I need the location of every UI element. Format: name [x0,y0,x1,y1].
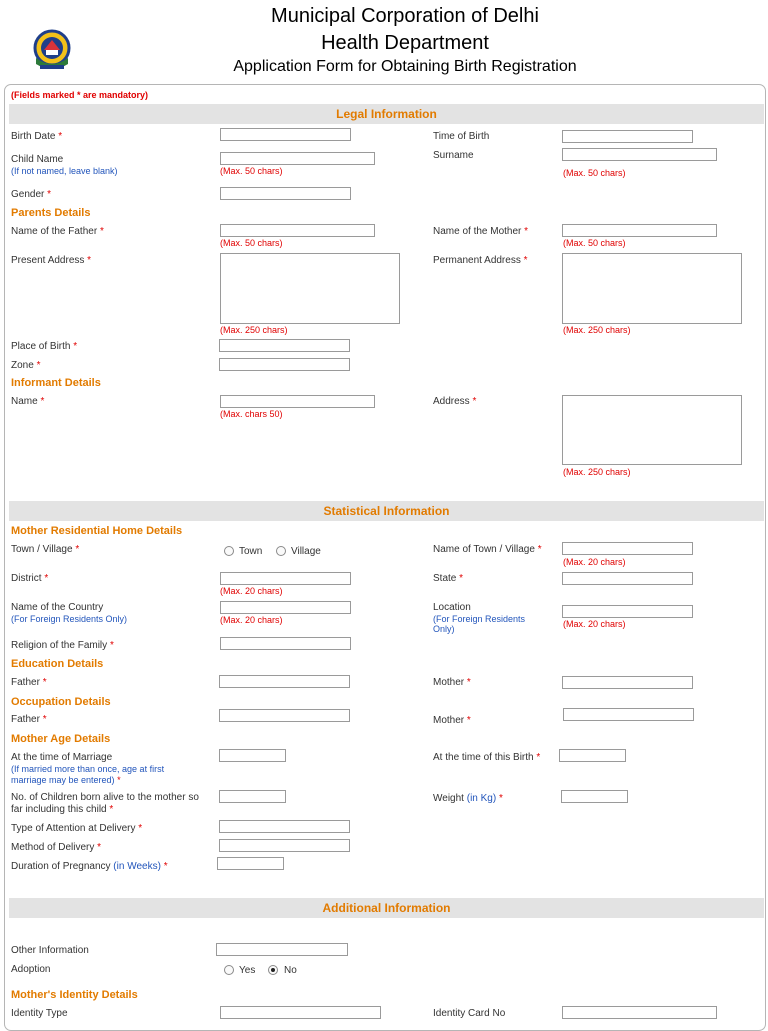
country-max: (Max. 20 chars) [220,615,283,625]
age-at-marriage-input[interactable] [219,749,286,762]
children-label-line2: far including this child * [11,804,114,815]
age-at-birth-input[interactable] [559,749,626,762]
gender-select[interactable] [220,187,351,200]
surname-max: (Max. 50 chars) [563,168,626,178]
identity-type-label: Identity Type [11,1008,68,1019]
at-birth-label: At the time of this Birth * [433,752,541,763]
weight-label: Weight (in Kg) * [433,793,503,804]
village-radio-label: Village [291,546,321,557]
identity-card-label: Identity Card No [433,1008,506,1019]
informant-address-max: (Max. 250 chars) [563,467,631,477]
district-max: (Max. 20 chars) [220,586,283,596]
dept-title: Health Department [321,32,489,54]
time-of-birth-label: Time of Birth [433,131,490,142]
location-max: (Max. 20 chars) [563,619,626,629]
birth-date-input[interactable] [220,128,351,141]
adoption-no-radio[interactable] [268,965,278,975]
other-info-input[interactable] [216,943,348,956]
edu-mother-select[interactable] [562,676,693,689]
town-radio[interactable] [224,546,234,556]
surname-label: Surname [433,150,474,161]
pregnancy-input[interactable] [217,857,284,870]
father-name-label: Name of the Father * [11,226,104,237]
weight-input[interactable] [561,790,628,803]
country-hint: (For Foreign Residents Only) [11,614,128,624]
informant-address-textarea[interactable] [562,395,742,465]
child-name-input[interactable] [220,152,375,165]
mandatory-note: (Fields marked * are mandatory) [11,90,149,100]
mother-age-heading: Mother Age Details [11,733,111,745]
mother-home-heading: Mother Residential Home Details [11,525,183,537]
informant-name-label: Name * [11,396,45,407]
mother-name-max: (Max. 50 chars) [563,238,626,248]
edu-father-select[interactable] [219,675,350,688]
country-input[interactable] [220,601,351,614]
adoption-no-label: No [284,965,297,976]
present-address-textarea[interactable] [220,253,400,324]
location-hint-2: Only) [433,624,455,634]
country-label: Name of the Country [11,602,104,613]
location-hint-1: (For Foreign Residents [433,614,526,624]
present-address-max: (Max. 250 chars) [220,325,288,335]
education-heading: Education Details [11,658,104,670]
parents-details-heading: Parents Details [11,207,91,219]
adoption-label: Adoption [11,964,51,975]
children-label-line1: No. of Children born alive to the mother so [11,792,199,803]
child-name-max: (Max. 50 chars) [220,166,283,176]
occ-mother-label: Mother * [433,715,471,726]
children-count-input[interactable] [219,790,286,803]
time-of-birth-input[interactable] [562,130,693,143]
mother-name-input[interactable] [562,224,717,237]
permanent-address-textarea[interactable] [562,253,742,324]
district-label: District * [11,573,49,584]
edu-mother-label: Mother * [433,677,471,688]
at-marriage-hint-2: marriage may be entered) * [11,775,121,785]
occ-father-label: Father * [11,714,47,725]
permanent-address-max: (Max. 250 chars) [563,325,631,335]
page-header [0,0,768,84]
identity-type-select[interactable] [220,1006,381,1019]
religion-label: Religion of the Family * [11,640,114,651]
state-select[interactable] [562,572,693,585]
occupation-heading: Occupation Details [11,696,111,708]
org-title: Municipal Corporation of Delhi [271,5,539,27]
occ-mother-select[interactable] [563,708,694,721]
informant-name-max: (Max. chars 50) [220,409,283,419]
mother-name-label: Name of the Mother * [433,226,529,237]
form-title: Application Form for Obtaining Birth Registration [233,58,577,75]
statistical-section-header: Statistical Information [9,501,764,521]
attention-select[interactable] [219,820,350,833]
zone-label: Zone * [11,360,41,371]
father-name-input[interactable] [220,224,375,237]
name-town-village-input[interactable] [562,542,693,555]
state-label: State * [433,573,464,584]
adoption-yes-label: Yes [239,965,256,976]
at-marriage-hint-1: (If married more than once, age at first [11,764,165,774]
birth-date-label: Birth Date * [11,131,63,142]
attention-label: Type of Attention at Delivery * [11,823,143,834]
delivery-select[interactable] [219,839,350,852]
location-input[interactable] [562,605,693,618]
child-name-label: Child Name [11,154,64,165]
name-town-village-label: Name of Town / Village * [433,544,542,555]
place-of-birth-label: Place of Birth * [11,341,78,352]
town-village-label: Town / Village * [11,544,80,555]
name-town-village-max: (Max. 20 chars) [563,557,626,567]
pregnancy-label: Duration of Pregnancy (in Weeks) * [11,861,168,872]
place-of-birth-select[interactable] [219,339,350,352]
permanent-address-label: Permanent Address * [433,255,528,266]
location-label: Location [433,602,471,613]
informant-address-label: Address * [433,396,477,407]
legal-section-header: Legal Information [9,104,764,124]
surname-input[interactable] [562,148,717,161]
zone-select[interactable] [219,358,350,371]
father-name-max: (Max. 50 chars) [220,238,283,248]
religion-select[interactable] [220,637,351,650]
district-input[interactable] [220,572,351,585]
edu-father-label: Father * [11,677,47,688]
identity-details-heading: Mother's Identity Details [11,989,138,1001]
town-radio-label: Town [239,546,263,557]
occ-father-select[interactable] [219,709,350,722]
other-info-label: Other Information [11,945,89,956]
present-address-label: Present Address * [11,255,92,266]
identity-card-input[interactable] [562,1006,717,1019]
at-marriage-label: At the time of Marriage [11,752,113,763]
delivery-label: Method of Delivery * [11,842,102,853]
gender-label: Gender * [11,189,52,200]
informant-name-input[interactable] [220,395,375,408]
adoption-yes-radio[interactable] [224,965,234,975]
additional-section-header: Additional Information [9,898,764,918]
village-radio[interactable] [276,546,286,556]
child-name-hint: (If not named, leave blank) [11,166,118,176]
informant-details-heading: Informant Details [11,377,101,389]
